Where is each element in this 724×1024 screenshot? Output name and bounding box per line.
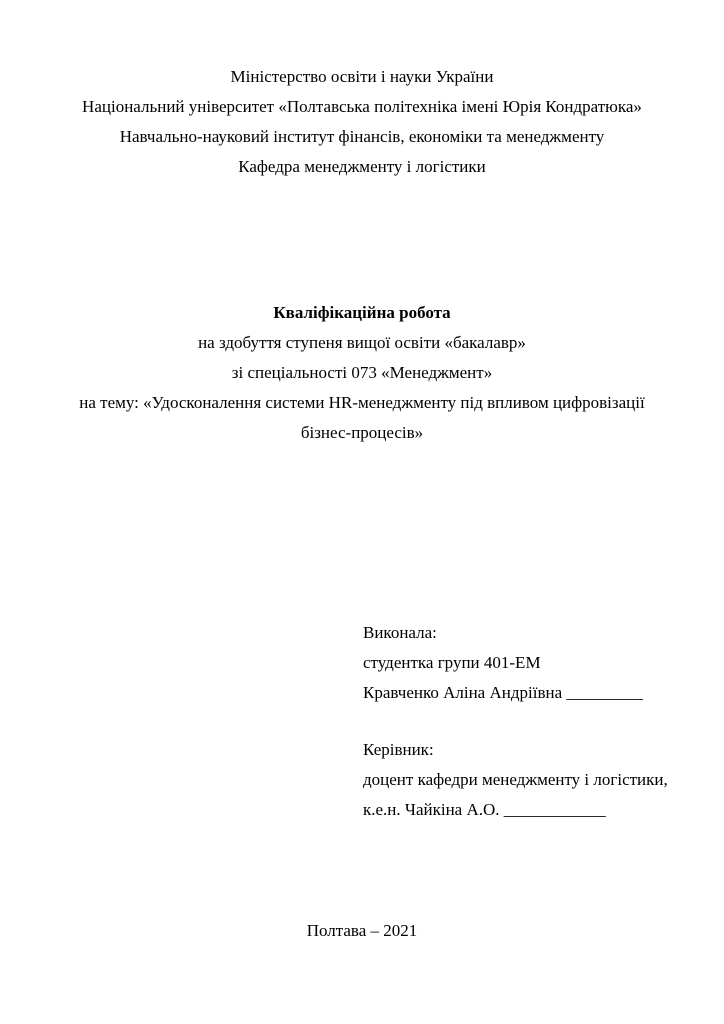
author-block — [363, 618, 668, 708]
ministry-line: Міністерство освіти і науки України — [230, 67, 494, 86]
supervisor-name-signature-line: к.е.н. Чайкіна А.О. ____________ — [363, 800, 606, 819]
degree-line: на здобуття ступеня вищої освіти «бакалавр» — [198, 333, 526, 352]
supervisor-position-line: доцент кафедри менеджменту і логістики, — [363, 770, 668, 789]
topic-line-2: бізнес-процесів» — [300, 423, 424, 442]
institution-header — [0, 62, 724, 182]
city-year-line: Полтава – 2021 — [306, 921, 418, 940]
credits-spacer — [363, 708, 668, 735]
supervisor-block — [363, 735, 668, 825]
thesis-title-block — [0, 298, 724, 448]
work-type-title: Кваліфікаційна робота — [273, 303, 451, 322]
credits-block — [363, 618, 668, 825]
author-name-signature-line: Кравченко Аліна Андріївна _________ — [363, 683, 643, 702]
author-role-label: Виконала: — [363, 623, 437, 642]
department-line: Кафедра менеджменту і логістики — [238, 157, 486, 176]
author-group-line: студентка групи 401-ЕМ — [363, 653, 541, 672]
footer-block — [0, 916, 724, 946]
university-line: Національний університет «Полтавська політехніка імені Юрія Кондратюка» — [82, 97, 642, 116]
supervisor-role-label: Керівник: — [363, 740, 434, 759]
specialty-line: зі спеціальності 073 «Менеджмент» — [231, 363, 493, 382]
institute-line: Навчально-науковий інститут фінансів, економіки та менеджменту — [119, 127, 605, 146]
topic-line-1: на тему: «Удосконалення системи HR-менеджменту під впливом цифровізації — [79, 393, 645, 412]
